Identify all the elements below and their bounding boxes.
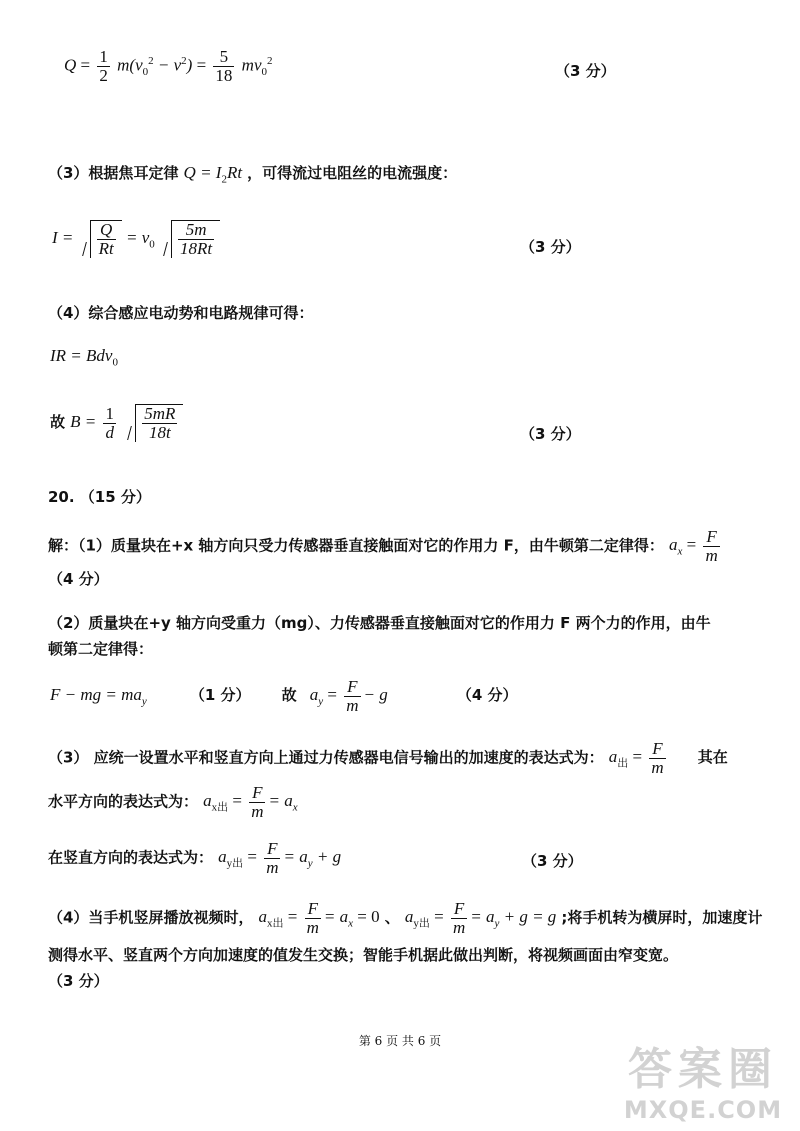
score-s3: （3 分）	[522, 852, 583, 870]
paragraph-3: （3）根据焦耳定律 $Q = I_2Rt$ ，可得流过电阻丝的电流强度：	[48, 163, 458, 186]
question-20-title: 20. （15 分）	[48, 488, 151, 506]
paragraph-4: （4）综合感应电动势和电路规律可得：	[48, 304, 314, 322]
watermark-logo: 答案圈 MXQE.COM	[623, 1044, 783, 1124]
fraction-half: $\frac{1}{2}$	[99, 47, 108, 85]
solution-4-line1: （4）当手机竖屏播放视频时， $a_{x出}$ = $\frac{F}{m}$ = $a_x = 0$ 、 $a_{y出}$ = $\frac{F}{m}$ = $a_y + g = g$ ;将手机转为横屏时，加速度计	[48, 899, 763, 937]
solution-4-line2: 测得水平、竖直两个方向加速度的值发生交换；智能手机据此做出判断，将视频画面由窄变宽。	[48, 946, 679, 964]
fraction-5-18: $\frac{5}{18}$	[215, 47, 233, 85]
solution-2-equations: F − mg = $ma_y$ （1 分） 故 $a_y$ = $\frac{F}{m}$ − g （4 分）	[50, 677, 518, 715]
solution-3-line3: 在竖直方向的表达式为： $a_{y出}$ = $\frac{F}{m}$ = $a_y + g$	[48, 839, 342, 877]
solution-3-line2: 水平方向的表达式为： $a_{x出}$ = $\frac{F}{m}$ = $a_x$	[48, 783, 298, 821]
joule-formula: $Q = I_2Rt$	[183, 163, 243, 186]
solution-3-line1: （3） 应统一设置水平和竖直方向上通过力传感器电信号输出的加速度的表达式为： $a_出$ = $\frac{F}{m}$ 其在	[48, 739, 728, 777]
equation-b: 故 B = $\frac{1}{d}$ $\frac{5mR}{18t}$	[50, 404, 183, 442]
equation-i: I = $\frac{Q}{Rt}$ = $v_0$ $\frac{5m}{18Rt}$	[52, 220, 220, 258]
solution-1: 解：（1）质量块在+x 轴方向只受力传感器垂直接触面对它的作用力 F，由牛顿第二定律得： $a_x$ = $\frac{F}{m}$	[48, 527, 718, 565]
equation-ir: IR = Bdv$_0$	[50, 346, 118, 369]
score-q: （3 分）	[555, 62, 616, 80]
equation-q: Q = $\frac{1}{2}$ $m(v_0^2 - v^2)$ = $\frac{5}{18}$ $mv_0^2$	[64, 47, 273, 85]
solution-2-line2: 顿第二定律得：	[48, 640, 154, 658]
score-s1: （4 分）	[48, 570, 109, 588]
solution-2-line1: （2）质量块在+y 轴方向受重力（mg）、力传感器垂直接触面对它的作用力 F 两个力的作用，由牛	[48, 614, 711, 632]
score-s4: （3 分）	[48, 972, 109, 990]
score-b: （3 分）	[520, 425, 581, 443]
score-i: （3 分）	[520, 238, 581, 256]
page-footer: 第 6 页 共 6 页	[358, 1034, 442, 1048]
